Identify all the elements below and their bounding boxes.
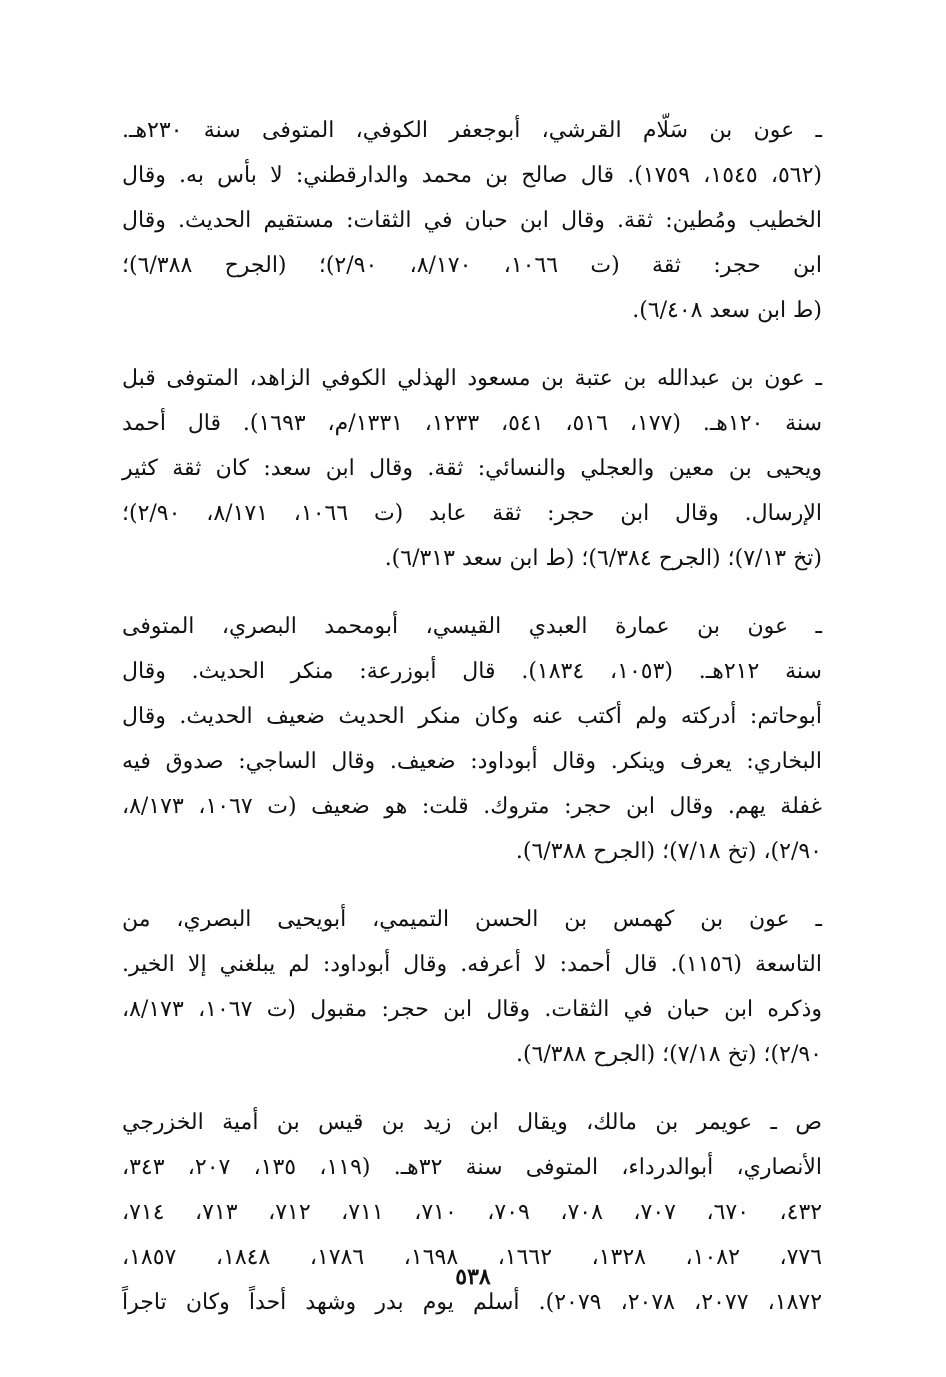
entry-awn-bin-kahmas — [122, 897, 822, 1077]
text-line: ـ عون بن سَلّام القرشي، أبوجعفر الكوفي، المتوفى سنة ٢٣٠هـ. — [122, 118, 822, 143]
text-line: وذكره ابن حبان في الثقات. وقال ابن حجر: مقبول (ت ١٠٦٧، ٨/١٧٣، — [122, 997, 822, 1022]
text-line: ص ـ عويمر بن مالك، ويقال ابن زيد بن قيس بن أمية الخزرجي — [122, 1110, 822, 1135]
text-line: سنة ٢١٢هـ. (١٠٥٣، ١٨٣٤). قال أبوزرعة: منكر الحديث. وقال — [122, 659, 822, 684]
text-line: ـ عون بن عمارة العبدي القيسي، أبومحمد البصري، المتوفى — [122, 614, 822, 639]
text-line: ـ عون بن عبدالله بن عتبة بن مسعود الهذلي الكوفي الزاهد، المتوفى قبل — [122, 366, 822, 391]
text-line: سنة ١٢٠هـ. (١٧٧، ٥١٦، ٥٤١، ١٢٣٣، ١٣٣١/م، ١٦٩٣). قال أحمد — [122, 411, 823, 436]
text-line: الخطيب ومُطين: ثقة. وقال ابن حبان في الثقات: مستقيم الحديث. وقال — [122, 208, 822, 233]
text-line: ويحيى بن معين والعجلي والنسائي: ثقة. وقال ابن سعد: كان ثقة كثير — [122, 456, 822, 481]
page-number: ٥٣٨ — [455, 1264, 491, 1290]
text-line: ٢/٩٠)؛ (تخ ٧/١٨)؛ (الجرح ٦/٣٨٨). — [515, 1042, 822, 1067]
text-line: التاسعة (١١٥٦). قال أحمد: لا أعرفه. وقال أبوداود: لم يبلغني إلا الخير. — [122, 952, 822, 977]
entry-awn-bin-umara — [122, 604, 822, 874]
text-line: ـ عون بن كهمس بن الحسن التميمي، أبويحيى البصري، من — [122, 907, 822, 932]
text-line: ابن حجر: ثقة (ت ١٠٦٦، ٨/١٧٠، ٢/٩٠)؛ (الجرح ٦/٣٨٨)؛ — [122, 253, 822, 278]
entry-uwaymir-bin-malik — [122, 1100, 822, 1325]
text-line: أبوحاتم: أدركته ولم أكتب عنه وكان منكر الحديث ضعيف الحديث. وقال — [122, 704, 822, 729]
entry-awn-bin-abdullah — [122, 356, 822, 581]
text-line: ٢/٩٠)، (تخ ٧/١٨)؛ (الجرح ٦/٣٨٨). — [515, 839, 822, 864]
text-line: الأنصاري، أبوالدرداء، المتوفى سنة ٣٢هـ. (١١٩، ١٣٥، ٢٠٧، ٣٤٣، — [122, 1155, 823, 1180]
page-body — [122, 108, 822, 1348]
text-line: غفلة يهم. وقال ابن حجر: متروك. قلت: هو ضعيف (ت ١٠٦٧، ٨/١٧٣، — [122, 794, 823, 819]
text-line: ٤٣٢، ٦٧٠، ٧٠٧، ٧٠٨، ٧٠٩، ٧١٠، ٧١١، ٧١٢، ٧١٣، ٧١٤، — [122, 1200, 823, 1225]
text-line: (ط ابن سعد ٦/٤٠٨). — [632, 298, 822, 323]
text-line: البخاري: يعرف وينكر. وقال أبوداود: ضعيف. وقال الساجي: صدوق فيه — [122, 749, 822, 774]
text-line: (٥٦٢، ١٥٤٥، ١٧٥٩). قال صالح بن محمد والدارقطني: لا بأس به. وقال — [122, 163, 823, 188]
entry-awn-bin-sallam — [122, 108, 822, 333]
text-line: الإرسال. وقال ابن حجر: ثقة عابد (ت ١٠٦٦، ٨/١٧١، ٢/٩٠)؛ — [122, 501, 823, 526]
text-line: ٧٧٦، ١٠٨٢، ١٣٢٨، ١٦٦٢، ١٦٩٨، ١٧٨٦، ١٨٤٨، ١٨٥٧، — [122, 1245, 823, 1270]
text-line: ١٨٧٢، ٢٠٧٧، ٢٠٧٨، ٢٠٧٩). أسلم يوم بدر وشهد أحداً وكان تاجراً — [122, 1290, 823, 1315]
text-line: (تخ ٧/١٣)؛ (الجرح ٦/٣٨٤)؛ (ط ابن سعد ٦/٣١٣). — [384, 546, 822, 571]
